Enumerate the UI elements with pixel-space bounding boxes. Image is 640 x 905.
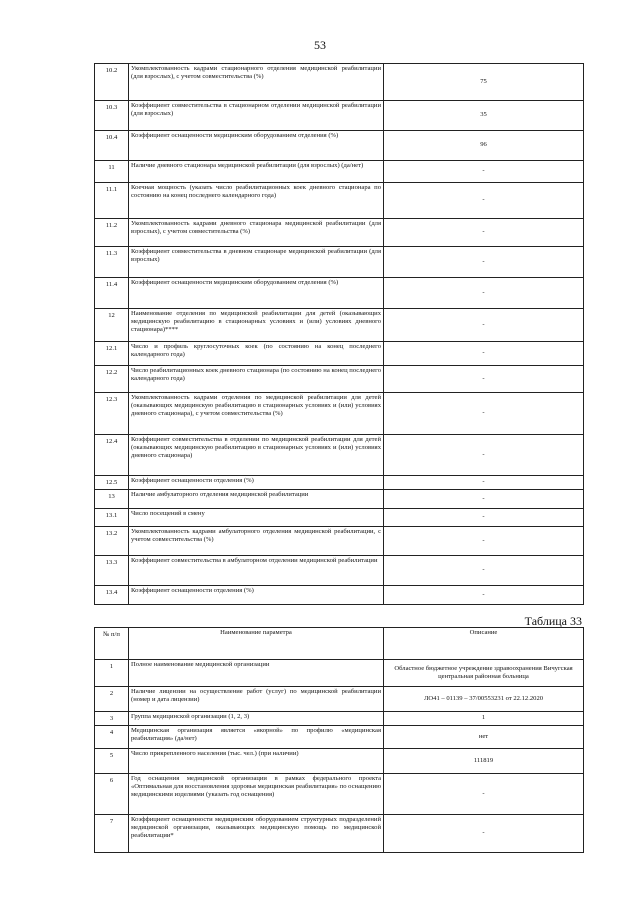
row-parameter: Наличие лицензии на осуществление работ (услуг) по медицинской реабилитации (номер и дата лицензии) bbox=[129, 687, 384, 712]
row-number: 13 bbox=[95, 490, 129, 509]
row-number: 11.1 bbox=[95, 183, 129, 219]
row-number: 12.2 bbox=[95, 366, 129, 393]
page-number: 53 bbox=[314, 38, 326, 52]
table-row bbox=[95, 815, 584, 853]
row-value: - bbox=[384, 509, 584, 527]
table-row bbox=[95, 64, 584, 101]
row-parameter: Укомплектованность кадрами амбулаторного отделения медицинской реабилитации, с учетом совместительства (%) bbox=[129, 527, 384, 556]
row-description: нет bbox=[384, 726, 584, 749]
row-value: 96 bbox=[384, 131, 584, 161]
row-number: 11.2 bbox=[95, 219, 129, 247]
row-description: Областное бюджетное учреждение здравоохранения Вичугская центральная районная больница bbox=[384, 660, 584, 687]
row-value: - bbox=[384, 527, 584, 556]
row-description: - bbox=[384, 815, 584, 853]
table-row bbox=[95, 490, 584, 509]
row-parameter: Коэффициент оснащенности медицинским оборудованием отделения (%) bbox=[129, 278, 384, 309]
table-row bbox=[95, 131, 584, 161]
row-number: 13.1 bbox=[95, 509, 129, 527]
row-value: - bbox=[384, 219, 584, 247]
row-number: 13.4 bbox=[95, 586, 129, 605]
table-row bbox=[95, 509, 584, 527]
row-value: - bbox=[384, 366, 584, 393]
row-parameter: Наличие амбулаторного отделения медицинской реабилитации bbox=[129, 490, 384, 509]
row-value: 35 bbox=[384, 101, 584, 131]
row-number: 6 bbox=[95, 774, 129, 815]
row-number: 11.3 bbox=[95, 247, 129, 278]
row-number: 11.4 bbox=[95, 278, 129, 309]
row-parameter: Наличие дневного стационара медицинской реабилитации (для взрослых) (да/нет) bbox=[129, 161, 384, 183]
row-number: 1 bbox=[95, 660, 129, 687]
row-number: 12.3 bbox=[95, 393, 129, 435]
table-caption: Таблица 33 bbox=[524, 614, 582, 628]
row-number: 13.3 bbox=[95, 556, 129, 586]
row-value: - bbox=[384, 247, 584, 278]
row-value: - bbox=[384, 476, 584, 490]
table-row bbox=[95, 101, 584, 131]
row-number: 12.5 bbox=[95, 476, 129, 490]
row-parameter: Коэффициент оснащенности медицинским оборудованием отделения (%) bbox=[129, 131, 384, 161]
parameters-table bbox=[94, 63, 584, 605]
row-value: - bbox=[384, 161, 584, 183]
table-row bbox=[95, 712, 584, 726]
table-row bbox=[95, 366, 584, 393]
row-number: 12.1 bbox=[95, 342, 129, 366]
row-description: 111819 bbox=[384, 749, 584, 774]
row-value: - bbox=[384, 586, 584, 605]
row-value: - bbox=[384, 309, 584, 342]
row-parameter: Коечная мощность (указать число реабилитационных коек дневного стационара по состоянию на конец последнего календарного года) bbox=[129, 183, 384, 219]
table-row bbox=[95, 476, 584, 490]
row-value: - bbox=[384, 342, 584, 366]
row-parameter: Наименование отделения по медицинской реабилитации для детей (оказывающих медицинскую реабилитацию в стационарных условиях и (или) условиях дневного стационара)**** bbox=[129, 309, 384, 342]
header-num: № п/п bbox=[95, 628, 129, 660]
row-parameter: Число прикрепленного населения (тыс. чел.) (при наличии) bbox=[129, 749, 384, 774]
table-row bbox=[95, 161, 584, 183]
table-row bbox=[95, 660, 584, 687]
row-parameter: Число и профиль круглосуточных коек (по состоянию на конец последнего календарного года) bbox=[129, 342, 384, 366]
row-parameter: Укомплектованность кадрами стационарного отделения медицинской реабилитации (для взрослых), с учетом совместительства (%) bbox=[129, 64, 384, 101]
row-value: - bbox=[384, 278, 584, 309]
table-row bbox=[95, 183, 584, 219]
table-row bbox=[95, 247, 584, 278]
table-row bbox=[95, 435, 584, 476]
table-33 bbox=[94, 627, 584, 853]
table-row bbox=[95, 774, 584, 815]
row-parameter: Полное наименование медицинской организации bbox=[129, 660, 384, 687]
header-name: Наименование параметра bbox=[129, 628, 384, 660]
row-value: - bbox=[384, 435, 584, 476]
row-number: 13.2 bbox=[95, 527, 129, 556]
table-row bbox=[95, 342, 584, 366]
row-number: 10.4 bbox=[95, 131, 129, 161]
row-parameter: Коэффициент оснащенности отделения (%) bbox=[129, 586, 384, 605]
table-row bbox=[95, 726, 584, 749]
row-number: 5 bbox=[95, 749, 129, 774]
row-value: - bbox=[384, 556, 584, 586]
table-row bbox=[95, 586, 584, 605]
row-parameter: Коэффициент совместительства в отделении по медицинской реабилитации для детей (оказывающих медицинскую реабилитацию в стационарных условиях и (или) условиях дневного стационара) bbox=[129, 435, 384, 476]
row-parameter: Число посещений в смену bbox=[129, 509, 384, 527]
table-row bbox=[95, 219, 584, 247]
row-description: ЛО41 – 01139 – 37/00553231 от 22.12.2020 bbox=[384, 687, 584, 712]
row-number: 12.4 bbox=[95, 435, 129, 476]
row-parameter: Укомплектованность кадрами дневного стационара медицинской реабилитации (для взрослых), с учетом совместительства (%) bbox=[129, 219, 384, 247]
row-parameter: Медицинская организация является «якорной» по профилю «медицинская реабилитация» (да/нет) bbox=[129, 726, 384, 749]
row-parameter: Коэффициент совместительства в дневном стационаре медицинской реабилитации (для взрослых) bbox=[129, 247, 384, 278]
row-number: 11 bbox=[95, 161, 129, 183]
row-value: - bbox=[384, 490, 584, 509]
row-parameter: Коэффициент оснащенности медицинским оборудованием структурных подразделений медицинской организации, оказывающих медицинскую помощь по медицинской реабилитации* bbox=[129, 815, 384, 853]
row-number: 10.2 bbox=[95, 64, 129, 101]
row-number: 2 bbox=[95, 687, 129, 712]
row-parameter: Коэффициент совместительства в амбулаторном отделении медицинской реабилитации bbox=[129, 556, 384, 586]
table-header-row bbox=[95, 628, 584, 660]
row-parameter: Число реабилитационных коек дневного стационара (по состоянию на конец последнего календарного года) bbox=[129, 366, 384, 393]
table-row bbox=[95, 393, 584, 435]
row-number: 7 bbox=[95, 815, 129, 853]
row-value: 75 bbox=[384, 64, 584, 101]
table-row bbox=[95, 556, 584, 586]
row-description: - bbox=[384, 774, 584, 815]
header-desc: Описание bbox=[384, 628, 584, 660]
table-row bbox=[95, 309, 584, 342]
row-parameter: Коэффициент совместительства в стационарном отделении медицинской реабилитации (для взрослых) bbox=[129, 101, 384, 131]
row-value: - bbox=[384, 183, 584, 219]
row-number: 3 bbox=[95, 712, 129, 726]
row-number: 12 bbox=[95, 309, 129, 342]
row-parameter: Группа медицинской организации (1, 2, 3) bbox=[129, 712, 384, 726]
row-number: 4 bbox=[95, 726, 129, 749]
row-number: 10.3 bbox=[95, 101, 129, 131]
row-parameter: Укомплектованность кадрами отделения по медицинской реабилитации для детей (оказывающих медицинскую реабилитацию в стационарных условиях и (или) условиях дневного стационара), с учетом совместительства (%) bbox=[129, 393, 384, 435]
row-parameter: Год оснащения медицинской организации в рамках федерального проекта «Оптимальная для восстановления здоровья медицинская реабилитация» по оснащению медицинскими изделиями (указать год оснащения) bbox=[129, 774, 384, 815]
row-value: - bbox=[384, 393, 584, 435]
table-row bbox=[95, 278, 584, 309]
table-row bbox=[95, 749, 584, 774]
table-row bbox=[95, 687, 584, 712]
row-description: 1 bbox=[384, 712, 584, 726]
row-parameter: Коэффициент оснащенности отделения (%) bbox=[129, 476, 384, 490]
table-row bbox=[95, 527, 584, 556]
